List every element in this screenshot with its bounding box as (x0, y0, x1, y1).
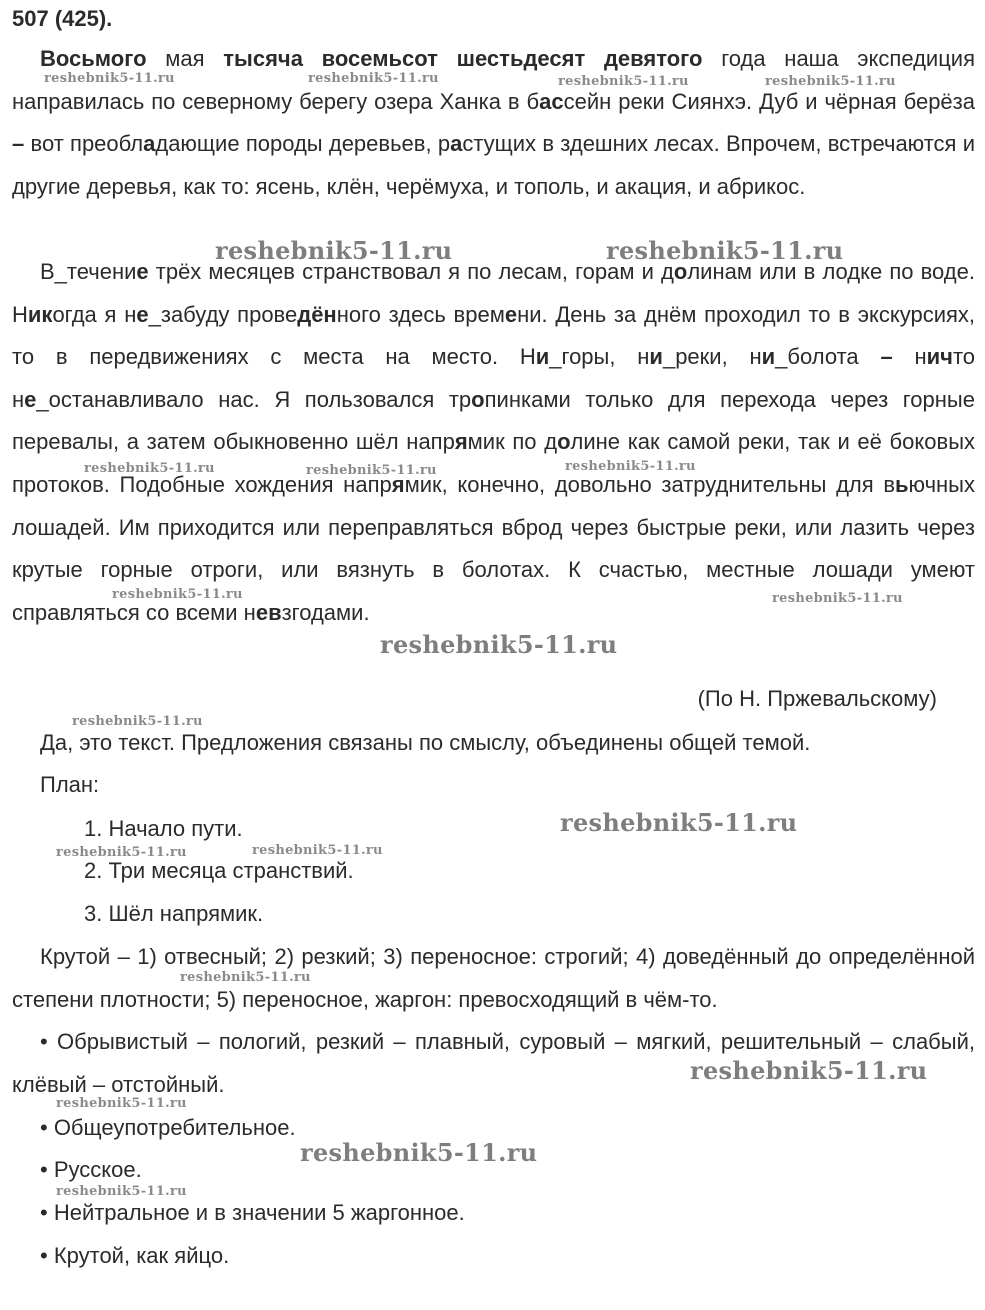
bold-fragment: о (557, 429, 571, 455)
bold-fragment: тысяча восемьсот шестьдесят девятого (223, 46, 703, 71)
watermark: reshebnik5-11.ru (772, 591, 903, 606)
watermark: reshebnik5-11.ru (565, 459, 696, 474)
watermark: reshebnik5-11.ru (56, 845, 187, 860)
text-fragment: трёх месяцев странствовал я по лесам, горам и д (148, 259, 674, 284)
bold-fragment: ь (895, 471, 909, 497)
attribution: (По Н. Пржевальскому) (697, 686, 937, 711)
bold-fragment: о (673, 259, 688, 284)
bold-fragment: я (454, 429, 468, 455)
bold-fragment: ик (27, 301, 53, 327)
watermark: reshebnik5-11.ru (300, 1138, 538, 1167)
text-fragment: _останавливало нас. Я пользовался тр (36, 386, 472, 412)
watermark: reshebnik5-11.ru (380, 630, 618, 659)
bullet-antonyms (12, 1021, 975, 1106)
bold-fragment: ев (255, 599, 282, 625)
bullet-style: • Нейтральное и в значении 5 жаргонное. (40, 1200, 465, 1225)
watermark: reshebnik5-11.ru (180, 970, 311, 985)
text-fragment: _реки, н (662, 344, 762, 370)
text-fragment: огда я н (52, 301, 137, 327)
text-fragment: пинками только для перехода через горные перевалы, а затем обыкновенно шёл напр (12, 386, 975, 455)
text-fragment: дающие породы деревьев, р (155, 131, 451, 157)
bold-fragment: я (391, 471, 405, 497)
watermark: reshebnik5-11.ru (606, 236, 844, 265)
text-fragment: ного здесь врем (336, 301, 505, 327)
exercise-number: 507 (425). (12, 6, 113, 31)
watermark: reshebnik5-11.ru (56, 1096, 187, 1111)
text-fragment: вот преобл (24, 131, 144, 157)
bold-fragment: – (12, 131, 25, 157)
bullet-phrase: • Крутой, как яйцо. (40, 1243, 230, 1268)
text-fragment: мик по д (467, 429, 558, 455)
text-fragment: ни. День за днём проходил то в экскурсиях, то в передвижениях с места на место. Н (12, 301, 976, 370)
text-fragment: стущих в здешних лесах. Впрочем, встречаются и другие деревья, как то: ясень, клён, черёмуха, и тополь, и акация, и абрикос. (12, 131, 975, 199)
watermark: reshebnik5-11.ru (84, 461, 215, 476)
watermark: reshebnik5-11.ru (765, 74, 896, 89)
bold-fragment: и (649, 344, 663, 370)
text-fragment: згодами. (281, 599, 370, 625)
answer-text: Да, это текст. Предложения связаны по смыслу, объединены общей темой. (40, 730, 811, 755)
text-fragment: Крутой – 1) отвесный; 2) резкий; 3) переносное: строгий; 4) доведённый до определённой степени плотности; 5) переносное, жаргон: превосходящий в чём-то. (12, 944, 975, 1012)
text-fragment: _забуду прове (148, 301, 298, 327)
text-fragment: то н (12, 344, 976, 412)
watermark: reshebnik5-11.ru (306, 463, 437, 478)
watermark: reshebnik5-11.ru (112, 587, 243, 602)
bold-fragment: е (24, 386, 37, 412)
text-fragment: ючных лошадей. Им приходится или переправляться вброд через быстрые реки, или лазить через крутые горные отроги, или вязнуть в болотах. К счастью, местные лошади умеют справляться со всеми н (12, 471, 975, 625)
text-fragment: сейн реки Сиянхэ. Дуб и чёрная берёза (563, 88, 975, 114)
text-fragment: н (892, 344, 927, 370)
bold-fragment: и (535, 344, 550, 370)
watermark: reshebnik5-11.ru (558, 74, 689, 89)
bold-fragment: дён (297, 301, 337, 327)
plan-item-3: 3. Шёл напрямик. (84, 901, 264, 926)
plan-label: План: (40, 772, 100, 797)
watermark: reshebnik5-11.ru (56, 1184, 187, 1199)
plan-item-1: 1. Начало пути. (84, 816, 243, 841)
bullet-origin: • Русское. (40, 1157, 142, 1182)
plan-item-2: 2. Три месяца странствий. (84, 858, 354, 883)
watermark: reshebnik5-11.ru (308, 71, 439, 86)
watermark: reshebnik5-11.ru (560, 808, 798, 837)
watermark: reshebnik5-11.ru (72, 714, 203, 729)
bold-fragment: о (471, 386, 485, 412)
watermark: reshebnik5-11.ru (252, 843, 383, 858)
bold-fragment: – (880, 344, 893, 370)
bold-fragment: ас (539, 88, 564, 114)
krutoy-meanings (12, 936, 975, 1021)
bold-fragment: а (450, 131, 463, 157)
text-fragment: линам или в лодке по воде. Н (12, 259, 975, 327)
bullet-usage: • Общеупотребительное. (40, 1115, 296, 1140)
bold-fragment: е (136, 259, 149, 284)
bold-fragment: е (136, 301, 149, 327)
watermark: reshebnik5-11.ru (690, 1056, 928, 1085)
text-fragment: _горы, н (549, 344, 650, 370)
text-fragment: _болота (775, 344, 881, 370)
watermark: reshebnik5-11.ru (215, 236, 453, 265)
text-fragment: • Обрывистый – пологий, резкий – плавный, суровый – мягкий, решительный – слабый, клёвый – отстойный. (12, 1029, 975, 1097)
watermark: reshebnik5-11.ru (44, 71, 175, 86)
text-fragment: лине как самой реки, так и её боковых протоков. Подобные хождения напр (12, 429, 976, 497)
bold-fragment: Восьмого (40, 46, 147, 71)
paragraph-1 (12, 38, 975, 208)
bold-fragment: и (761, 344, 776, 370)
text-fragment: В_течени (40, 259, 137, 284)
bold-fragment: а (143, 131, 156, 157)
text-fragment: мая (146, 46, 224, 71)
bold-fragment: ич (926, 344, 953, 370)
bold-fragment: е (504, 301, 518, 327)
text-fragment: мик, конечно, довольно затруднительны для в (404, 471, 896, 497)
paragraph-2 (12, 251, 975, 634)
text-fragment: года наша экспедиция направилась по северному берегу озера Ханка в б (12, 46, 975, 114)
